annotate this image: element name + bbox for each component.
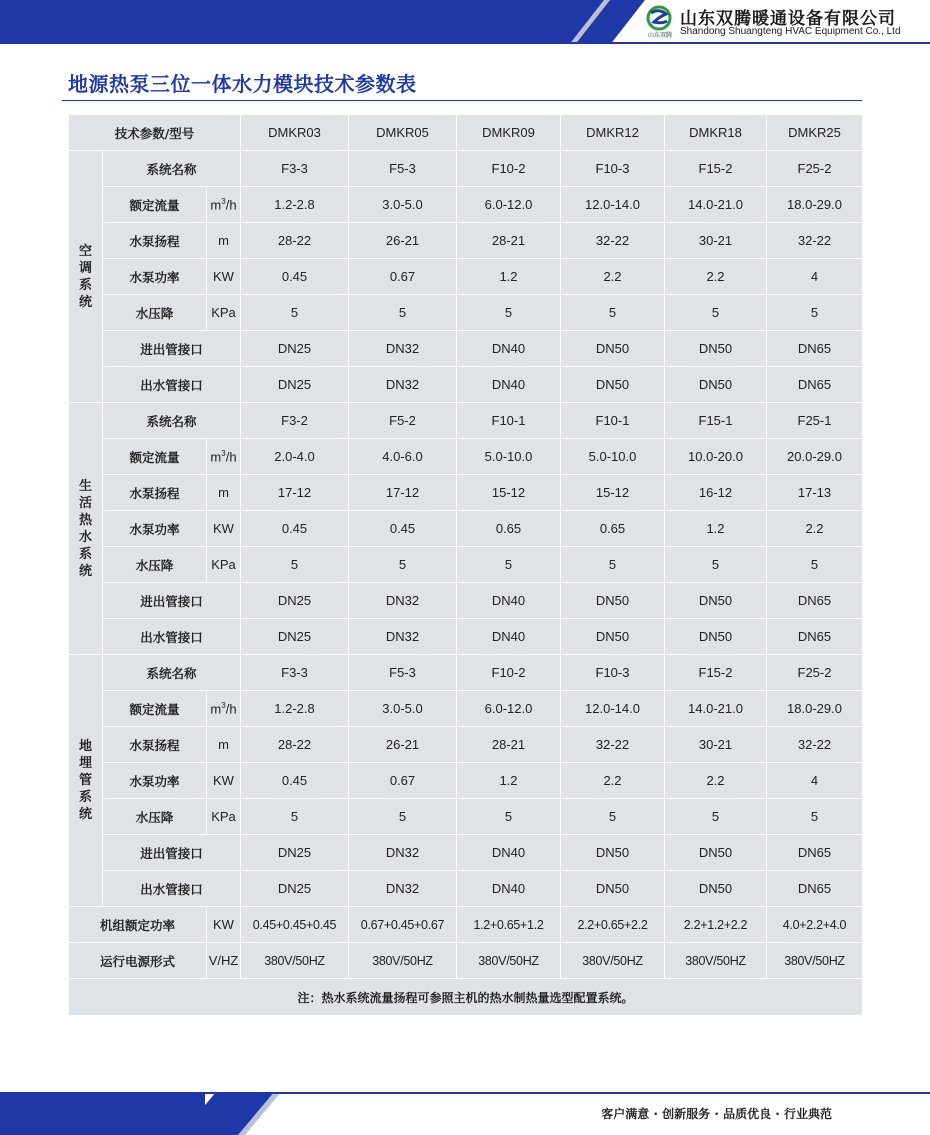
value-cell: 5 [665, 799, 767, 835]
value-cell: DN50 [561, 619, 665, 655]
value-cell: F15-2 [665, 151, 767, 187]
value-cell: DN50 [665, 331, 767, 367]
section-label-cell: 地 埋 管 系 统 [69, 655, 103, 907]
company-name-cn: 山东双腾暖通设备有限公司 [680, 9, 896, 29]
table-row [69, 511, 863, 547]
value-cell: 0.65 [457, 511, 561, 547]
table-row [69, 655, 863, 691]
value-cell: DN40 [457, 835, 561, 871]
value-cell: DN32 [349, 331, 457, 367]
value-cell: DN65 [767, 871, 863, 907]
value-cell: 17-13 [767, 475, 863, 511]
value-cell: 28-21 [457, 223, 561, 259]
value-cell: 12.0-14.0 [561, 187, 665, 223]
value-cell: 32-22 [561, 223, 665, 259]
value-cell: 5 [665, 547, 767, 583]
unit-cell: KPa [207, 547, 241, 583]
unit-cell: KW [207, 511, 241, 547]
value-cell: DN40 [457, 619, 561, 655]
value-cell: 6.0-12.0 [457, 187, 561, 223]
unit-cell: m [207, 223, 241, 259]
value-cell: 0.67+0.45+0.67 [349, 907, 457, 943]
value-cell: DN40 [457, 331, 561, 367]
value-cell: 0.45 [241, 763, 349, 799]
value-cell: 5 [457, 547, 561, 583]
footer-slogan: 客户满意 · 创新服务 · 品质优良 · 行业典范 [601, 1107, 832, 1121]
value-cell: 28-22 [241, 223, 349, 259]
logo-caption: 山东双腾 [647, 32, 672, 39]
value-cell: 30-21 [665, 223, 767, 259]
table-header-row [69, 115, 863, 151]
value-cell: 3.0-5.0 [349, 187, 457, 223]
value-cell: DN65 [767, 331, 863, 367]
value-cell: 5 [349, 547, 457, 583]
value-cell: 0.65 [561, 511, 665, 547]
value-cell: 5 [561, 799, 665, 835]
value-cell: DN50 [561, 871, 665, 907]
header-label-cell: 技术参数/型号 [69, 115, 241, 151]
table-row [69, 295, 863, 331]
section-label-cell: 空 调 系 统 [69, 151, 103, 403]
value-cell: 5 [241, 547, 349, 583]
value-cell: F3-3 [241, 151, 349, 187]
value-cell: 5.0-10.0 [457, 439, 561, 475]
value-cell: 26-21 [349, 727, 457, 763]
value-cell: DN65 [767, 367, 863, 403]
param-label-cell: 额定流量 [103, 187, 207, 223]
value-cell: DN32 [349, 835, 457, 871]
value-cell: DN40 [457, 367, 561, 403]
spec-table [68, 114, 863, 1016]
title-divider [62, 100, 862, 101]
param-label-cell: 出水管接口 [103, 871, 241, 907]
value-cell: 14.0-21.0 [665, 187, 767, 223]
value-cell: DN50 [561, 367, 665, 403]
value-cell: DN40 [457, 871, 561, 907]
value-cell: 4.0-6.0 [349, 439, 457, 475]
param-label-cell: 水泵扬程 [103, 727, 207, 763]
value-cell: 10.0-20.0 [665, 439, 767, 475]
table-row [69, 727, 863, 763]
table-row [69, 259, 863, 295]
value-cell: 380V/50HZ [767, 943, 863, 979]
param-label-cell: 水压降 [103, 799, 207, 835]
param-label-cell: 水泵功率 [103, 259, 207, 295]
value-cell: DN32 [349, 583, 457, 619]
value-cell: 1.2 [457, 259, 561, 295]
page-title: 地源热泵三位一体水力模块技术参数表 [68, 72, 417, 96]
unit-cell: $m^3/h$ [207, 691, 241, 727]
value-cell: 15-12 [457, 475, 561, 511]
unit-cell: KPa [207, 799, 241, 835]
table-note: 注：热水系统流量扬程可参照主机的热水制热量选型配置系统。 [69, 979, 863, 1016]
value-cell: 28-21 [457, 727, 561, 763]
value-cell: 32-22 [767, 223, 863, 259]
value-cell: 380V/50HZ [241, 943, 349, 979]
value-cell: 12.0-14.0 [561, 691, 665, 727]
value-cell: DN65 [767, 835, 863, 871]
table-row [69, 475, 863, 511]
value-cell: 5 [767, 547, 863, 583]
value-cell: 2.0-4.0 [241, 439, 349, 475]
value-cell: 5 [241, 295, 349, 331]
value-cell: DN65 [767, 583, 863, 619]
value-cell: 2.2 [767, 511, 863, 547]
value-cell: DN40 [457, 583, 561, 619]
value-cell: 5 [767, 295, 863, 331]
table-row [69, 331, 863, 367]
param-label-cell: 出水管接口 [103, 367, 241, 403]
value-cell: 0.45 [349, 511, 457, 547]
value-cell: 0.45 [241, 259, 349, 295]
value-cell: 4.0+2.2+4.0 [767, 907, 863, 943]
value-cell: 5 [241, 799, 349, 835]
table-row [69, 151, 863, 187]
param-label-cell: 额定流量 [103, 691, 207, 727]
value-cell: 2.2+0.65+2.2 [561, 907, 665, 943]
table-row [69, 439, 863, 475]
value-cell: DN32 [349, 871, 457, 907]
value-cell: 32-22 [561, 727, 665, 763]
table-row [69, 907, 863, 943]
table-row [69, 547, 863, 583]
value-cell: DN50 [665, 583, 767, 619]
unit-cell: KW [207, 907, 241, 943]
value-cell: 2.2 [665, 763, 767, 799]
unit-cell: m [207, 727, 241, 763]
value-cell: 2.2+1.2+2.2 [665, 907, 767, 943]
value-cell: F15-2 [665, 655, 767, 691]
section-label-cell: 生 活 热 水 系 统 [69, 403, 103, 655]
param-label-cell: 系统名称 [103, 655, 241, 691]
value-cell: F10-2 [457, 151, 561, 187]
param-label-cell: 系统名称 [103, 403, 241, 439]
value-cell: F3-2 [241, 403, 349, 439]
param-label-cell: 机组额定功率 [69, 907, 207, 943]
value-cell: 16-12 [665, 475, 767, 511]
value-cell: DN50 [665, 871, 767, 907]
value-cell: 1.2+0.65+1.2 [457, 907, 561, 943]
value-cell: DN25 [241, 871, 349, 907]
value-cell: F25-1 [767, 403, 863, 439]
value-cell: 28-22 [241, 727, 349, 763]
param-label-cell: 水泵扬程 [103, 223, 207, 259]
value-cell: 380V/50HZ [349, 943, 457, 979]
value-cell: 5 [561, 295, 665, 331]
model-header-cell: DMKR05 [349, 115, 457, 151]
unit-cell: KW [207, 763, 241, 799]
param-label-cell: 出水管接口 [103, 619, 241, 655]
value-cell: 18.0-29.0 [767, 187, 863, 223]
value-cell: DN50 [665, 619, 767, 655]
value-cell: 30-21 [665, 727, 767, 763]
value-cell: 1.2-2.8 [241, 691, 349, 727]
value-cell: 17-12 [241, 475, 349, 511]
param-label-cell: 水压降 [103, 295, 207, 331]
value-cell: 6.0-12.0 [457, 691, 561, 727]
value-cell: 26-21 [349, 223, 457, 259]
table-row [69, 871, 863, 907]
value-cell: F5-2 [349, 403, 457, 439]
value-cell: F10-1 [561, 403, 665, 439]
value-cell: 5 [767, 799, 863, 835]
value-cell: F25-2 [767, 151, 863, 187]
value-cell: DN32 [349, 367, 457, 403]
value-cell: DN50 [561, 583, 665, 619]
value-cell: F10-2 [457, 655, 561, 691]
value-cell: 5.0-10.0 [561, 439, 665, 475]
param-label-cell: 进出管接口 [103, 331, 241, 367]
value-cell: 2.2 [665, 259, 767, 295]
value-cell: 14.0-21.0 [665, 691, 767, 727]
table-row [69, 691, 863, 727]
table-row [69, 403, 863, 439]
value-cell: DN32 [349, 619, 457, 655]
param-label-cell: 水泵扬程 [103, 475, 207, 511]
unit-cell: m [207, 475, 241, 511]
value-cell: DN25 [241, 367, 349, 403]
value-cell: 32-22 [767, 727, 863, 763]
value-cell: 17-12 [349, 475, 457, 511]
value-cell: 0.45 [241, 511, 349, 547]
value-cell: 0.67 [349, 763, 457, 799]
value-cell: 5 [457, 799, 561, 835]
note-row [69, 979, 863, 1016]
value-cell: F10-1 [457, 403, 561, 439]
model-header-cell: DMKR03 [241, 115, 349, 151]
model-header-cell: DMKR25 [767, 115, 863, 151]
table-row [69, 763, 863, 799]
value-cell: DN50 [561, 835, 665, 871]
value-cell: 2.2 [561, 763, 665, 799]
param-label-cell: 进出管接口 [103, 835, 241, 871]
unit-cell: V/HZ [207, 943, 241, 979]
value-cell: DN50 [561, 331, 665, 367]
table-row [69, 367, 863, 403]
value-cell: 3.0-5.0 [349, 691, 457, 727]
param-label-cell: 进出管接口 [103, 583, 241, 619]
param-label-cell: 水泵功率 [103, 763, 207, 799]
value-cell: 380V/50HZ [665, 943, 767, 979]
value-cell: F10-3 [561, 151, 665, 187]
model-header-cell: DMKR09 [457, 115, 561, 151]
param-label-cell: 运行电源形式 [69, 943, 207, 979]
value-cell: DN25 [241, 583, 349, 619]
unit-cell: KPa [207, 295, 241, 331]
value-cell: F5-3 [349, 655, 457, 691]
value-cell: 4 [767, 259, 863, 295]
table-row [69, 187, 863, 223]
company-name-en: Shandong Shuangteng HVAC Equipment Co., Ltd [680, 26, 901, 37]
table-row [69, 943, 863, 979]
value-cell: F5-3 [349, 151, 457, 187]
value-cell: 5 [349, 295, 457, 331]
param-label-cell: 水压降 [103, 547, 207, 583]
table-row [69, 619, 863, 655]
table-row [69, 223, 863, 259]
value-cell: 380V/50HZ [561, 943, 665, 979]
value-cell: 0.45+0.45+0.45 [241, 907, 349, 943]
value-cell: 5 [457, 295, 561, 331]
value-cell: F25-2 [767, 655, 863, 691]
value-cell: 1.2 [457, 763, 561, 799]
param-label-cell: 水泵功率 [103, 511, 207, 547]
value-cell: DN25 [241, 619, 349, 655]
value-cell: 20.0-29.0 [767, 439, 863, 475]
value-cell: 4 [767, 763, 863, 799]
table-row [69, 583, 863, 619]
value-cell: DN25 [241, 331, 349, 367]
value-cell: 15-12 [561, 475, 665, 511]
value-cell: F15-1 [665, 403, 767, 439]
unit-cell: $m^3/h$ [207, 439, 241, 475]
param-label-cell: 额定流量 [103, 439, 207, 475]
value-cell: 5 [561, 547, 665, 583]
value-cell: DN25 [241, 835, 349, 871]
value-cell: 5 [349, 799, 457, 835]
value-cell: F10-3 [561, 655, 665, 691]
table-row [69, 835, 863, 871]
value-cell: DN50 [665, 367, 767, 403]
value-cell: DN50 [665, 835, 767, 871]
unit-cell: $m^3/h$ [207, 187, 241, 223]
param-label-cell: 系统名称 [103, 151, 241, 187]
unit-cell: KW [207, 259, 241, 295]
model-header-cell: DMKR12 [561, 115, 665, 151]
value-cell: 380V/50HZ [457, 943, 561, 979]
value-cell: 1.2 [665, 511, 767, 547]
value-cell: 2.2 [561, 259, 665, 295]
value-cell: 0.67 [349, 259, 457, 295]
value-cell: 18.0-29.0 [767, 691, 863, 727]
model-header-cell: DMKR18 [665, 115, 767, 151]
value-cell: 1.2-2.8 [241, 187, 349, 223]
table-row [69, 799, 863, 835]
value-cell: DN65 [767, 619, 863, 655]
value-cell: F3-3 [241, 655, 349, 691]
value-cell: 5 [665, 295, 767, 331]
